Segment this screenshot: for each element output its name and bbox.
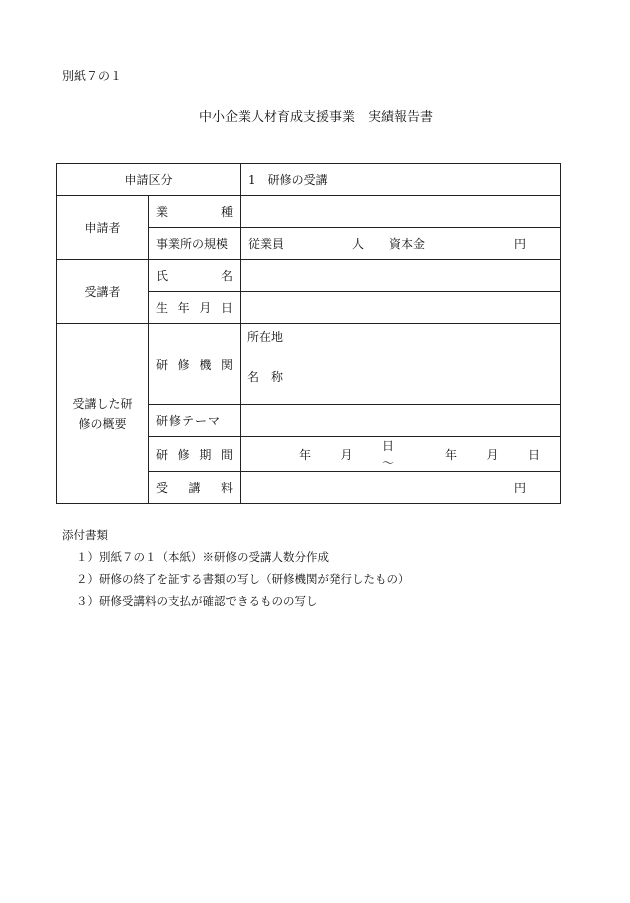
institution-name-label: 名 称: [247, 370, 284, 384]
period-field[interactable]: [241, 437, 561, 472]
persons-unit: 人: [352, 237, 365, 251]
institution-label: [149, 324, 241, 405]
name-label-b: 名: [221, 269, 234, 283]
institution-label-char: 関: [220, 357, 233, 372]
attachments-title: 添付書類: [62, 528, 108, 542]
period-month-end: 月: [486, 447, 499, 462]
overview-label-line2: 修の概要: [78, 416, 127, 431]
fee-label-char: 講: [188, 481, 201, 495]
trainee-name-field[interactable]: [241, 260, 561, 292]
period-year-end: 年: [444, 447, 457, 462]
fee-field[interactable]: [241, 472, 561, 504]
birth-label: [149, 292, 241, 324]
birth-label-char: 生: [156, 301, 169, 315]
training-overview-label: [57, 324, 149, 504]
applicant-label: 申請者: [57, 196, 149, 260]
period-day-start: 日～: [382, 439, 395, 470]
institution-label-char: 研: [156, 357, 169, 372]
name-label-a: 氏: [156, 269, 169, 283]
period-label-char: 研: [156, 447, 169, 462]
fee-label-char: 料: [221, 481, 234, 495]
period-label-char: 修: [177, 447, 190, 462]
attachment-item: １）別紙７の１（本紙）※研修の受講人数分作成: [76, 550, 329, 564]
capital-label: 資本金: [389, 237, 426, 251]
period-label: [149, 437, 241, 472]
period-month-start: 月: [340, 447, 353, 462]
scale-field[interactable]: [241, 228, 561, 260]
institution-label-char: 機: [199, 357, 212, 372]
fee-label: [149, 472, 241, 504]
period-label-char: 期: [199, 447, 212, 462]
birth-label-char: 年: [177, 301, 190, 315]
fee-label-char: 受: [156, 481, 169, 495]
report-form-table: [56, 163, 561, 504]
capital-yen-unit: 円: [513, 237, 526, 251]
fee-yen-unit: 円: [513, 481, 526, 495]
application-category-label: 申請区分: [57, 164, 241, 196]
employees-label: 従業員: [248, 237, 285, 251]
document-title: 中小企業人材育成支援事業 実績報告書: [198, 110, 433, 125]
period-label-char: 間: [220, 447, 233, 462]
theme-field[interactable]: [241, 405, 561, 437]
attachments-section: [62, 527, 410, 615]
institution-location-label: 所在地: [247, 330, 284, 344]
industry-label-a: 業: [156, 205, 169, 219]
trainee-label: 受講者: [57, 260, 149, 324]
industry-label: [149, 196, 241, 228]
industry-field[interactable]: [241, 196, 561, 228]
birth-date-field[interactable]: [241, 292, 561, 324]
theme-label: 研修テーマ: [149, 405, 241, 437]
industry-label-b: 種: [221, 205, 234, 219]
document-reference: 別紙７の１: [62, 69, 123, 83]
application-category-value: 1 研修の受講: [241, 164, 561, 196]
overview-label-line1: 受講した研: [72, 396, 133, 411]
name-label: [149, 260, 241, 292]
attachment-item: ２）研修の終了を証する書類の写し（研修機関が発行したもの）: [76, 572, 410, 586]
attachment-item: ３）研修受講料の支払が確認できるものの写し: [76, 594, 318, 608]
institution-field[interactable]: [241, 324, 561, 405]
birth-label-char: 日: [220, 301, 233, 315]
period-year-start: 年: [299, 447, 312, 462]
birth-label-char: 月: [199, 301, 212, 315]
institution-label-char: 修: [177, 357, 190, 372]
period-day-end: 日: [528, 447, 541, 462]
scale-label: 事業所の規模: [149, 228, 241, 260]
